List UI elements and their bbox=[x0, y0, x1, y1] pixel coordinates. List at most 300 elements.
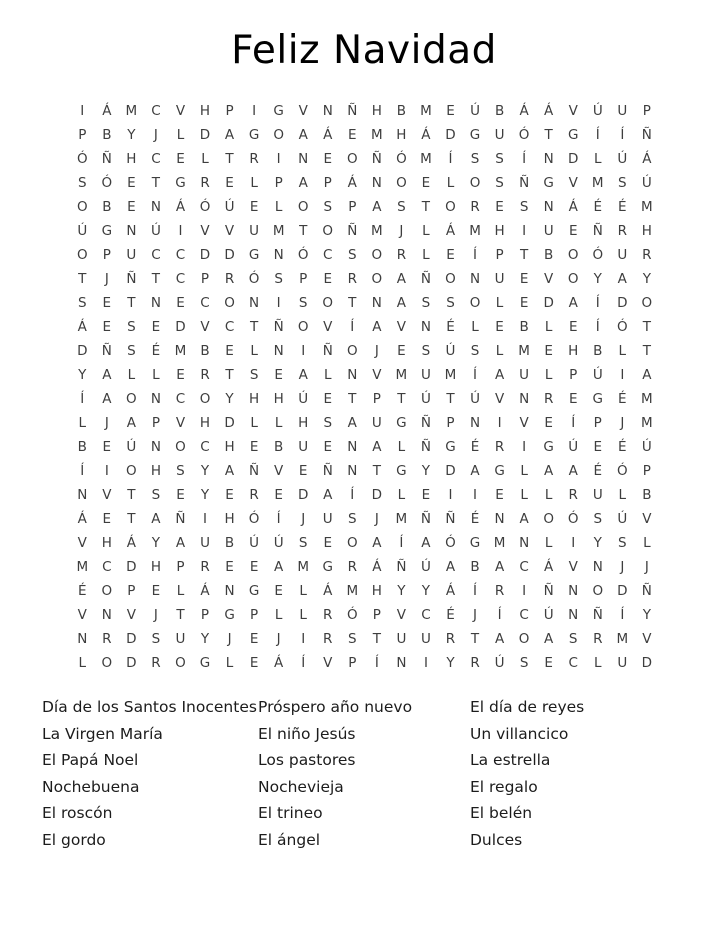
grid-letter: I bbox=[620, 367, 625, 383]
grid-letter: R bbox=[200, 175, 210, 191]
grid-letter: V bbox=[274, 463, 284, 479]
grid-letter: E bbox=[274, 583, 283, 599]
grid-letter: Á bbox=[77, 511, 87, 527]
grid-letter: U bbox=[617, 247, 628, 263]
grid-letter: I bbox=[276, 151, 281, 167]
grid-letter: É bbox=[593, 199, 603, 215]
grid-letter: J bbox=[374, 343, 379, 359]
grid-letter: P bbox=[225, 103, 234, 119]
grid-letter: L bbox=[274, 607, 283, 623]
grid-letter: E bbox=[225, 343, 234, 359]
grid-letter: É bbox=[470, 439, 480, 455]
grid-letter: V bbox=[323, 319, 333, 335]
grid-letter: O bbox=[175, 439, 186, 455]
grid-letter: E bbox=[446, 103, 455, 119]
grid-letter: Ñ bbox=[543, 583, 554, 599]
grid-letter: Ú bbox=[592, 103, 603, 119]
grid-letter: Y bbox=[642, 607, 651, 623]
grid-letter: P bbox=[446, 415, 455, 431]
grid-letter: S bbox=[568, 631, 578, 647]
grid-letter: L bbox=[299, 583, 307, 599]
grid-letter: E bbox=[225, 175, 234, 191]
grid-letter: O bbox=[641, 295, 653, 311]
grid-letter: Í bbox=[620, 607, 625, 623]
grid-letter: I bbox=[301, 631, 306, 647]
grid-letter: Í bbox=[571, 415, 576, 431]
grid-letter: L bbox=[201, 151, 209, 167]
grid-letter: A bbox=[224, 463, 235, 479]
grid-letter: R bbox=[494, 583, 505, 599]
grid-letter: T bbox=[348, 295, 357, 311]
grid-letter: U bbox=[543, 223, 554, 239]
grid-letter: Ñ bbox=[249, 463, 260, 479]
grid-letter: N bbox=[543, 199, 554, 215]
word-list-item: Día de los Santos Inocentes bbox=[42, 698, 257, 716]
grid-letter: L bbox=[127, 367, 136, 383]
grid-letter: P bbox=[200, 607, 210, 623]
grid-letter: O bbox=[396, 175, 407, 191]
grid-letter: L bbox=[593, 655, 602, 671]
grid-letter: G bbox=[543, 175, 554, 191]
grid-letter: Ñ bbox=[396, 559, 407, 575]
grid-letter: Í bbox=[350, 319, 355, 335]
grid-letter: Í bbox=[301, 655, 306, 671]
grid-letter: E bbox=[323, 535, 332, 551]
grid-letter: B bbox=[102, 199, 112, 215]
grid-letter: Í bbox=[473, 247, 478, 263]
grid-letter: O bbox=[567, 271, 579, 287]
grid-letter: J bbox=[301, 511, 306, 527]
grid-letter: Y bbox=[151, 535, 161, 551]
word-search-grid bbox=[70, 99, 659, 675]
grid-letter: G bbox=[273, 103, 284, 119]
grid-letter: O bbox=[518, 631, 530, 647]
grid-letter: Ú bbox=[150, 223, 161, 239]
grid-letter: I bbox=[80, 103, 85, 119]
grid-letter: N bbox=[592, 559, 603, 575]
grid-letter: N bbox=[347, 367, 358, 383]
grid-letter: E bbox=[151, 583, 161, 599]
grid-letter: H bbox=[494, 223, 505, 239]
grid-letter: U bbox=[200, 535, 210, 551]
grid-letter: Ñ bbox=[420, 415, 431, 431]
grid-letter: V bbox=[568, 103, 578, 119]
grid-letter: O bbox=[346, 535, 358, 551]
grid-letter: Ú bbox=[543, 607, 554, 623]
grid-letter: U bbox=[298, 439, 309, 455]
grid-letter: S bbox=[77, 295, 87, 311]
grid-letter: D bbox=[617, 583, 628, 599]
grid-letter: I bbox=[203, 511, 207, 527]
grid-letter: B bbox=[200, 343, 210, 359]
grid-letter: Ú bbox=[420, 559, 431, 575]
grid-letter: U bbox=[249, 223, 260, 239]
grid-letter: B bbox=[274, 439, 284, 455]
grid-letter: L bbox=[250, 415, 258, 431]
grid-letter: É bbox=[618, 199, 627, 215]
grid-letter: O bbox=[371, 271, 383, 287]
grid-letter: Á bbox=[519, 103, 529, 119]
grid-letter: S bbox=[323, 199, 333, 215]
grid-letter: T bbox=[397, 391, 406, 407]
grid-letter: C bbox=[519, 607, 529, 623]
grid-letter: A bbox=[372, 439, 382, 455]
grid-letter: J bbox=[104, 415, 109, 431]
grid-letter: S bbox=[470, 151, 480, 167]
word-list bbox=[0, 694, 728, 864]
grid-letter: C bbox=[175, 271, 186, 287]
grid-letter: D bbox=[445, 463, 456, 479]
grid-letter: P bbox=[348, 655, 357, 671]
grid-letter: Y bbox=[200, 487, 210, 503]
grid-letter: M bbox=[395, 367, 408, 383]
grid-letter: H bbox=[568, 343, 579, 359]
grid-letter: Í bbox=[595, 127, 600, 143]
grid-letter: A bbox=[617, 271, 627, 287]
grid-letter: J bbox=[153, 607, 158, 623]
grid-letter: D bbox=[126, 631, 137, 647]
grid-letter: M bbox=[518, 343, 530, 359]
grid-letter: S bbox=[298, 295, 308, 311]
grid-letter: U bbox=[494, 127, 505, 143]
grid-letter: Í bbox=[595, 295, 600, 311]
grid-letter: G bbox=[175, 175, 186, 191]
grid-letter: H bbox=[101, 535, 112, 551]
grid-letter: S bbox=[348, 247, 357, 263]
grid-letter: M bbox=[346, 583, 359, 599]
grid-letter: C bbox=[175, 247, 186, 263]
grid-letter: L bbox=[225, 655, 234, 671]
grid-letter: N bbox=[77, 631, 88, 647]
grid-letter: Ó bbox=[592, 247, 604, 263]
grid-letter: L bbox=[274, 415, 283, 431]
grid-letter: T bbox=[225, 151, 234, 167]
grid-letter: O bbox=[76, 247, 88, 263]
grid-letter: Ó bbox=[567, 511, 579, 527]
grid-letter: Ñ bbox=[347, 103, 358, 119]
grid-letter: Ñ bbox=[101, 343, 112, 359]
word-list-item: La estrella bbox=[470, 751, 551, 770]
grid-letter: A bbox=[544, 631, 554, 647]
grid-letter: A bbox=[494, 559, 505, 575]
grid-letter: S bbox=[470, 343, 480, 359]
grid-letter: Ó bbox=[616, 463, 628, 479]
grid-letter: M bbox=[272, 223, 285, 239]
grid-letter: É bbox=[151, 343, 161, 359]
grid-letter: T bbox=[151, 271, 161, 287]
grid-letter: U bbox=[126, 247, 137, 263]
grid-letter: L bbox=[593, 151, 602, 167]
grid-letter: E bbox=[348, 127, 357, 143]
word-list-item: El niño Jesús bbox=[258, 724, 356, 743]
grid-letter: R bbox=[151, 655, 161, 671]
grid-letter: O bbox=[543, 511, 554, 527]
grid-letter: M bbox=[591, 175, 604, 191]
grid-letter: A bbox=[494, 631, 505, 647]
grid-letter: E bbox=[495, 487, 504, 503]
grid-letter: N bbox=[469, 415, 481, 431]
grid-letter: S bbox=[151, 631, 161, 647]
grid-letter: E bbox=[249, 559, 259, 575]
grid-letter: I bbox=[423, 655, 428, 671]
grid-letter: M bbox=[371, 223, 383, 239]
grid-letter: L bbox=[152, 367, 160, 383]
grid-letter: G bbox=[199, 655, 211, 671]
grid-letter: Ú bbox=[420, 391, 431, 407]
grid-letter: S bbox=[176, 463, 185, 479]
grid-letter: S bbox=[495, 151, 504, 167]
grid-letter: C bbox=[175, 391, 186, 407]
grid-letter: A bbox=[102, 367, 112, 383]
grid-letter: Ú bbox=[470, 103, 480, 119]
grid-letter: A bbox=[323, 487, 333, 503]
grid-letter: R bbox=[249, 151, 259, 167]
grid-letter: B bbox=[224, 535, 235, 551]
grid-letter: Í bbox=[276, 511, 281, 527]
grid-letter: Ó bbox=[518, 127, 530, 143]
grid-letter: E bbox=[593, 439, 603, 455]
grid-letter: V bbox=[77, 535, 87, 551]
grid-letter: Ú bbox=[249, 535, 260, 551]
grid-letter: O bbox=[224, 295, 235, 311]
grid-letter: E bbox=[102, 295, 112, 311]
grid-letter: Ó bbox=[248, 271, 260, 287]
grid-letter: D bbox=[175, 319, 186, 335]
grid-letter: I bbox=[571, 535, 576, 551]
grid-letter: D bbox=[617, 295, 628, 311]
grid-letter: Í bbox=[595, 319, 600, 335]
grid-letter: Ñ bbox=[101, 151, 112, 167]
grid-letter: H bbox=[150, 559, 161, 575]
grid-letter: R bbox=[249, 487, 259, 503]
grid-letter: R bbox=[617, 223, 627, 239]
grid-letter: S bbox=[348, 631, 357, 647]
grid-letter: Ñ bbox=[420, 511, 431, 527]
grid-letter: A bbox=[372, 319, 382, 335]
grid-letter: O bbox=[126, 463, 137, 479]
grid-letter: G bbox=[101, 223, 113, 239]
grid-letter: E bbox=[421, 175, 431, 191]
grid-letter: P bbox=[151, 415, 160, 431]
grid-letter: L bbox=[397, 487, 406, 503]
grid-letter: O bbox=[175, 655, 186, 671]
grid-letter: É bbox=[446, 319, 455, 335]
grid-letter: Á bbox=[200, 583, 210, 599]
grid-letter: Á bbox=[323, 127, 333, 143]
grid-letter: M bbox=[76, 559, 89, 575]
grid-letter: C bbox=[151, 103, 161, 119]
grid-letter: L bbox=[323, 367, 332, 383]
grid-letter: I bbox=[522, 439, 527, 455]
grid-letter: I bbox=[252, 103, 257, 119]
grid-letter: O bbox=[126, 391, 137, 407]
grid-letter: J bbox=[644, 559, 649, 575]
grid-letter: G bbox=[396, 463, 407, 479]
grid-letter: A bbox=[298, 367, 308, 383]
grid-letter: S bbox=[323, 415, 333, 431]
word-list-item: El trineo bbox=[258, 804, 323, 823]
word-list-item: Dulces bbox=[470, 830, 523, 849]
grid-letter: H bbox=[224, 511, 235, 527]
grid-letter: U bbox=[592, 487, 603, 503]
grid-letter: Á bbox=[102, 103, 112, 119]
grid-letter: M bbox=[420, 151, 432, 167]
grid-letter: H bbox=[371, 583, 382, 599]
grid-letter: T bbox=[127, 511, 136, 527]
grid-letter: E bbox=[519, 271, 529, 287]
grid-letter: V bbox=[102, 487, 112, 503]
grid-letter: T bbox=[151, 175, 161, 191]
grid-letter: A bbox=[396, 295, 406, 311]
grid-letter: M bbox=[469, 223, 481, 239]
grid-letter: A bbox=[568, 463, 578, 479]
grid-letter: É bbox=[618, 439, 627, 455]
grid-letter: V bbox=[77, 607, 87, 623]
grid-letter: B bbox=[102, 127, 112, 143]
grid-letter: S bbox=[348, 511, 357, 527]
grid-letter: E bbox=[274, 487, 283, 503]
word-list-item: Nochebuena bbox=[42, 777, 140, 796]
grid-letter: Á bbox=[274, 655, 284, 671]
grid-letter: E bbox=[151, 319, 161, 335]
grid-letter: E bbox=[127, 175, 136, 191]
grid-letter: Ó bbox=[616, 319, 628, 335]
grid-letter: H bbox=[126, 151, 137, 167]
grid-letter: P bbox=[495, 247, 504, 263]
grid-letter: R bbox=[494, 439, 505, 455]
grid-letter: N bbox=[150, 391, 161, 407]
grid-letter: A bbox=[298, 127, 308, 143]
grid-letter: S bbox=[618, 175, 627, 191]
grid-letter: J bbox=[473, 607, 478, 623]
grid-letter: A bbox=[347, 415, 357, 431]
grid-letter: T bbox=[470, 631, 480, 647]
grid-letter: U bbox=[494, 271, 505, 287]
grid-letter: Ú bbox=[298, 391, 309, 407]
grid-letter: Ó bbox=[396, 151, 407, 167]
grid-letter: A bbox=[470, 463, 480, 479]
grid-letter: V bbox=[200, 223, 210, 239]
grid-letter: Ó bbox=[76, 151, 88, 167]
grid-letter: Í bbox=[350, 487, 355, 503]
grid-letter: É bbox=[78, 583, 87, 599]
grid-letter: H bbox=[273, 391, 284, 407]
grid-letter: Ó bbox=[297, 247, 309, 263]
grid-letter: L bbox=[520, 487, 528, 503]
grid-letter: U bbox=[396, 631, 407, 647]
grid-letter: P bbox=[176, 559, 185, 575]
grid-letter: Y bbox=[225, 391, 234, 407]
grid-letter: S bbox=[77, 175, 87, 191]
grid-letter: E bbox=[176, 295, 185, 311]
grid-letter: J bbox=[620, 415, 625, 431]
grid-letter: I bbox=[522, 583, 527, 599]
grid-letter: Ñ bbox=[592, 607, 603, 623]
grid-letter: A bbox=[494, 367, 505, 383]
grid-letter: V bbox=[175, 103, 186, 119]
grid-letter: Ú bbox=[470, 391, 480, 407]
grid-letter: B bbox=[396, 103, 407, 119]
grid-letter: I bbox=[104, 463, 109, 479]
grid-letter: A bbox=[544, 463, 554, 479]
grid-letter: M bbox=[641, 415, 653, 431]
grid-letter: B bbox=[544, 247, 554, 263]
grid-letter: S bbox=[249, 367, 259, 383]
grid-letter: P bbox=[372, 391, 381, 407]
grid-letter: N bbox=[371, 295, 382, 311]
grid-letter: J bbox=[399, 223, 404, 239]
grid-letter: O bbox=[445, 199, 456, 215]
grid-letter: P bbox=[250, 607, 259, 623]
grid-letter: Y bbox=[200, 631, 210, 647]
grid-letter: C bbox=[200, 439, 210, 455]
grid-letter: S bbox=[274, 271, 283, 287]
grid-letter: R bbox=[224, 271, 235, 287]
grid-letter: S bbox=[127, 343, 136, 359]
grid-letter: B bbox=[470, 559, 480, 575]
grid-letter: S bbox=[298, 535, 308, 551]
grid-letter: B bbox=[77, 439, 87, 455]
grid-letter: L bbox=[544, 367, 553, 383]
grid-letter: S bbox=[421, 343, 431, 359]
grid-letter: Ñ bbox=[445, 511, 456, 527]
grid-letter: L bbox=[643, 535, 651, 551]
grid-letter: D bbox=[224, 415, 235, 431]
grid-letter: G bbox=[567, 127, 579, 143]
grid-letter: Ú bbox=[641, 439, 652, 455]
grid-letter: P bbox=[323, 175, 332, 191]
grid-letter: Á bbox=[323, 583, 333, 599]
grid-letter: G bbox=[445, 439, 456, 455]
grid-letter: S bbox=[519, 655, 529, 671]
grid-letter: N bbox=[273, 343, 284, 359]
grid-letter: N bbox=[519, 535, 530, 551]
grid-letter: M bbox=[420, 103, 432, 119]
grid-letter: H bbox=[641, 223, 652, 239]
grid-letter: N bbox=[150, 199, 161, 215]
grid-letter: L bbox=[618, 487, 627, 503]
grid-letter: Y bbox=[421, 583, 431, 599]
grid-letter: R bbox=[445, 631, 456, 647]
grid-letter: C bbox=[323, 247, 333, 263]
grid-letter: P bbox=[569, 367, 578, 383]
grid-letter: A bbox=[642, 367, 652, 383]
grid-letter: P bbox=[372, 607, 381, 623]
grid-letter: Ó bbox=[199, 199, 211, 215]
grid-letter: E bbox=[102, 511, 112, 527]
grid-letter: A bbox=[445, 559, 456, 575]
grid-letter: J bbox=[153, 127, 158, 143]
grid-letter: A bbox=[568, 295, 578, 311]
grid-letter: C bbox=[151, 151, 161, 167]
grid-letter: L bbox=[544, 319, 553, 335]
word-list-item: El Papá Noel bbox=[42, 751, 139, 770]
grid-letter: L bbox=[397, 439, 406, 455]
grid-letter: G bbox=[396, 415, 407, 431]
grid-letter: S bbox=[397, 199, 406, 215]
grid-letter: T bbox=[176, 607, 185, 623]
grid-letter: D bbox=[445, 127, 456, 143]
grid-letter: E bbox=[421, 487, 431, 503]
word-list-item: El ángel bbox=[258, 830, 321, 849]
grid-letter: G bbox=[494, 463, 505, 479]
grid-letter: G bbox=[322, 559, 333, 575]
grid-letter: H bbox=[199, 103, 211, 119]
grid-letter: U bbox=[420, 367, 431, 383]
grid-letter: Í bbox=[620, 127, 625, 143]
grid-letter: N bbox=[543, 151, 554, 167]
grid-letter: D bbox=[199, 127, 211, 143]
